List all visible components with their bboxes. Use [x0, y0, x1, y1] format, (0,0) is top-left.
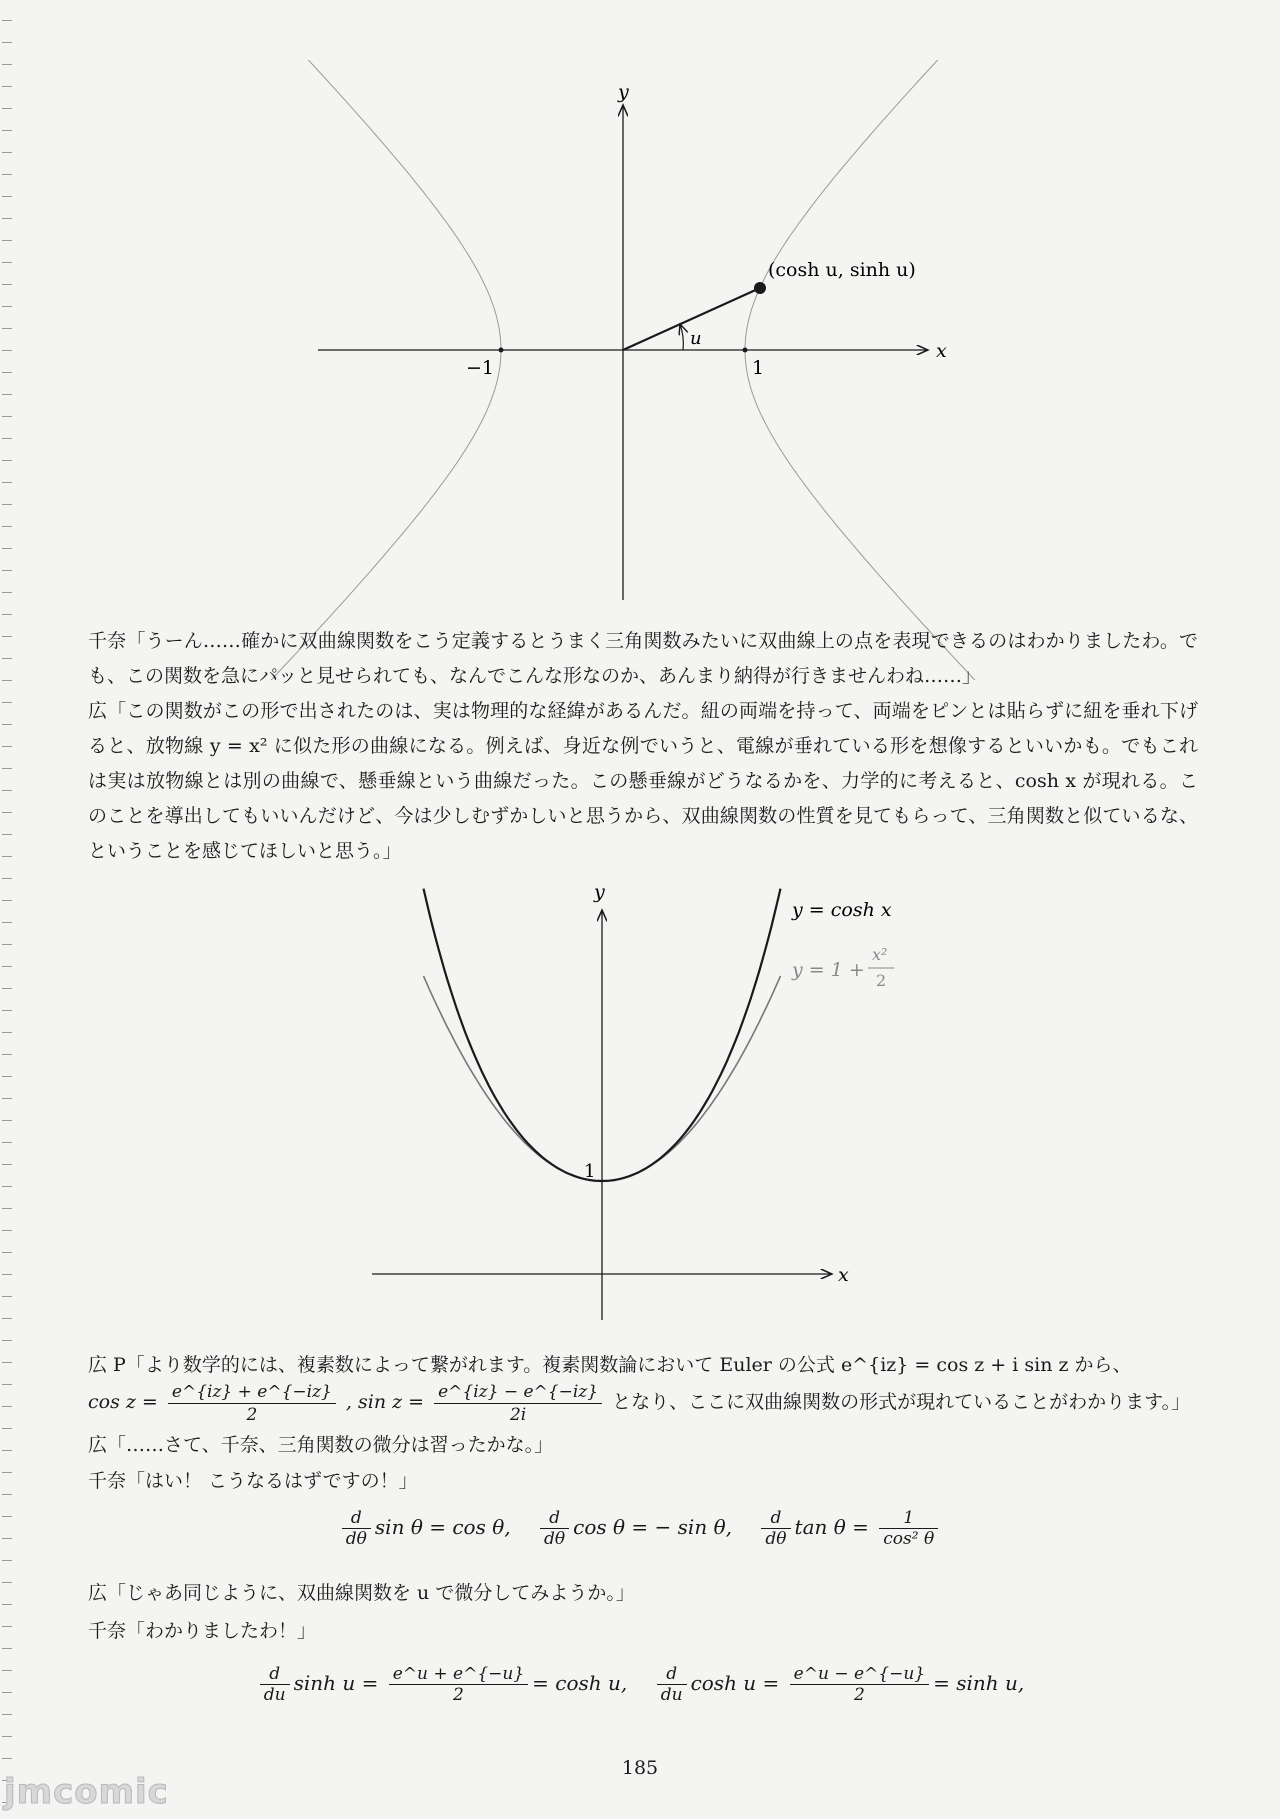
sin-fraction — [434, 1381, 602, 1426]
cosh-curve-label: y = cosh x — [792, 899, 892, 921]
watermark-logo: jmcomic — [4, 1772, 169, 1812]
speaker-name: 広 — [88, 1434, 108, 1456]
hyperbola-right-branch — [745, 60, 985, 680]
speaker-name: 千奈 — [88, 1470, 127, 1492]
frac-num: d — [657, 1664, 687, 1685]
frac-den: dθ — [345, 1529, 367, 1549]
frac-num: 1 — [879, 1508, 938, 1529]
d-dtheta-3 — [761, 1508, 790, 1549]
eq-term: = cosh u, — [532, 1671, 628, 1695]
tick-label-pos: 1 — [752, 357, 765, 379]
cos-den: 2 — [246, 1404, 258, 1425]
angle-arc — [680, 324, 683, 350]
frac-den: 2 — [453, 1685, 464, 1705]
frac-num: e^u + e^{−u} — [389, 1664, 528, 1685]
angle-label: u — [690, 328, 702, 349]
sinh-fraction — [389, 1664, 528, 1705]
parabola-frac-den: 2 — [876, 971, 887, 990]
frac-den: dθ — [765, 1529, 787, 1549]
vertex-dot-neg — [499, 348, 504, 353]
hyperbola-figure — [0, 60, 1280, 680]
frac-den: dθ — [544, 1529, 566, 1549]
d-dtheta-2 — [540, 1508, 569, 1549]
dialogue-text: 「わかりましたわ！」 — [126, 1620, 317, 1642]
frac-den: du — [263, 1685, 286, 1705]
frac-den: 2 — [853, 1685, 865, 1705]
paragraph-text: 「この関数がこの形で出されたのは、実は物理的な経緯があるんだ。紐の両端を持って、両端をピンとは貼らずに紐を垂れ下げると、放物線 y = x² に似た形の曲線になる。例えば、身近な例でいうと、電線が垂れている形を想像するといいかも。でもこれは実は放物線とは別の曲線で、懸垂線という曲線だった。この懸垂線がどうなるかを、力学的に考えると、cosh x が現れる。このことを導出してもいいんだけど、今は少しむずかしいと思うから、双曲線関数の性質を見てもらって、三角関数と似ているな、ということを感じてほしいと思う。」 — [88, 700, 1198, 862]
cos-num: e^{iz} + e^{−iz} — [168, 1381, 336, 1404]
dialogue-hiro-2 — [88, 1428, 1198, 1463]
speaker-name: 千奈 — [88, 630, 127, 652]
d-dtheta-1 — [342, 1508, 371, 1549]
frac-num: d — [761, 1508, 790, 1529]
cos-lhs: cos z = — [88, 1391, 158, 1413]
speaker-name: 広 — [88, 1582, 108, 1604]
y-axis-label: y — [618, 81, 629, 103]
eq-term: = sinh u, — [933, 1671, 1025, 1695]
paragraph-text: 「うーん……確かに双曲線関数をこう定義するとうまく三角関数みたいに双曲線上の点を表現できるのはわかりましたわ。でも、この関数を急にパッと見せられても、なんでこんな形なのか、あんまり納得が行きませんわね……」 — [88, 630, 1198, 687]
speaker-name: 千奈 — [88, 1620, 127, 1642]
frac-num: d — [342, 1508, 371, 1529]
eq-term: sinh u = — [293, 1671, 379, 1695]
frac-num: e^u − e^{−u} — [790, 1664, 929, 1685]
paragraph-hiro-1 — [88, 694, 1198, 869]
y-axis-label: y — [594, 881, 605, 903]
hyperbolic-derivatives-equation — [0, 1664, 1280, 1705]
dialogue-chinatsu-3 — [88, 1614, 1198, 1649]
vertex-dot-pos — [743, 348, 748, 353]
dialogue-text: 「……さて、千奈、三角関数の微分は習ったかな。」 — [107, 1434, 554, 1456]
catenary-figure — [0, 870, 1280, 1330]
point-label: (cosh u, sinh u) — [768, 259, 916, 281]
frac-den: du — [660, 1685, 683, 1705]
x-axis-label: x — [936, 340, 947, 362]
cos-fraction — [168, 1381, 336, 1426]
eq-term: sin θ = cos θ, — [374, 1515, 511, 1539]
paragraph-line1: 「より数学的には、複素数によって繋がれます。複素関数論において Euler の公式 e^{iz} = cos z + i sin z から、 — [125, 1354, 1132, 1376]
intercept-label: 1 — [584, 1161, 596, 1182]
dialogue-text: 「はい！ こうなるはずですの！」 — [126, 1470, 418, 1492]
d-du-2 — [657, 1664, 687, 1705]
sec-squared-fraction — [879, 1508, 938, 1549]
cosh-fraction — [790, 1664, 929, 1705]
paragraph-hiro-p-formula-line — [88, 1378, 1198, 1426]
dialogue-text: 「じゃあ同じように、双曲線関数を u で微分してみようか。」 — [107, 1582, 635, 1604]
paragraph-line2: となり、ここに双曲線関数の形式が現れていることがわかります。」 — [612, 1391, 1191, 1413]
speaker-name: 広 P — [88, 1354, 126, 1376]
eq-term: tan θ = — [794, 1515, 869, 1539]
d-du-1 — [260, 1664, 290, 1705]
frac-num: d — [260, 1664, 290, 1685]
parabola-frac-num: x² — [872, 945, 888, 964]
sin-num: e^{iz} − e^{−iz} — [434, 1381, 602, 1404]
sin-den: 2i — [509, 1404, 527, 1425]
point-marker — [754, 282, 766, 294]
eq-term: cos θ = − sin θ, — [573, 1515, 732, 1539]
sin-lhs: , sin z = — [345, 1391, 425, 1413]
x-axis-label: x — [838, 1264, 849, 1286]
eq-term: cosh u = — [690, 1671, 780, 1695]
frac-num: d — [540, 1508, 569, 1529]
page-number: 185 — [621, 1757, 659, 1779]
trig-derivatives-equation — [0, 1508, 1280, 1549]
frac-den: cos² θ — [883, 1529, 935, 1549]
parabola-curve-label: y = 1 + — [792, 959, 865, 981]
tick-label-neg: −1 — [466, 357, 495, 379]
dialogue-chinatsu-2 — [88, 1464, 1198, 1499]
dialogue-hiro-3 — [88, 1576, 1198, 1611]
speaker-name: 広 — [88, 700, 108, 722]
paragraph-chinatsu-1 — [88, 624, 1198, 694]
